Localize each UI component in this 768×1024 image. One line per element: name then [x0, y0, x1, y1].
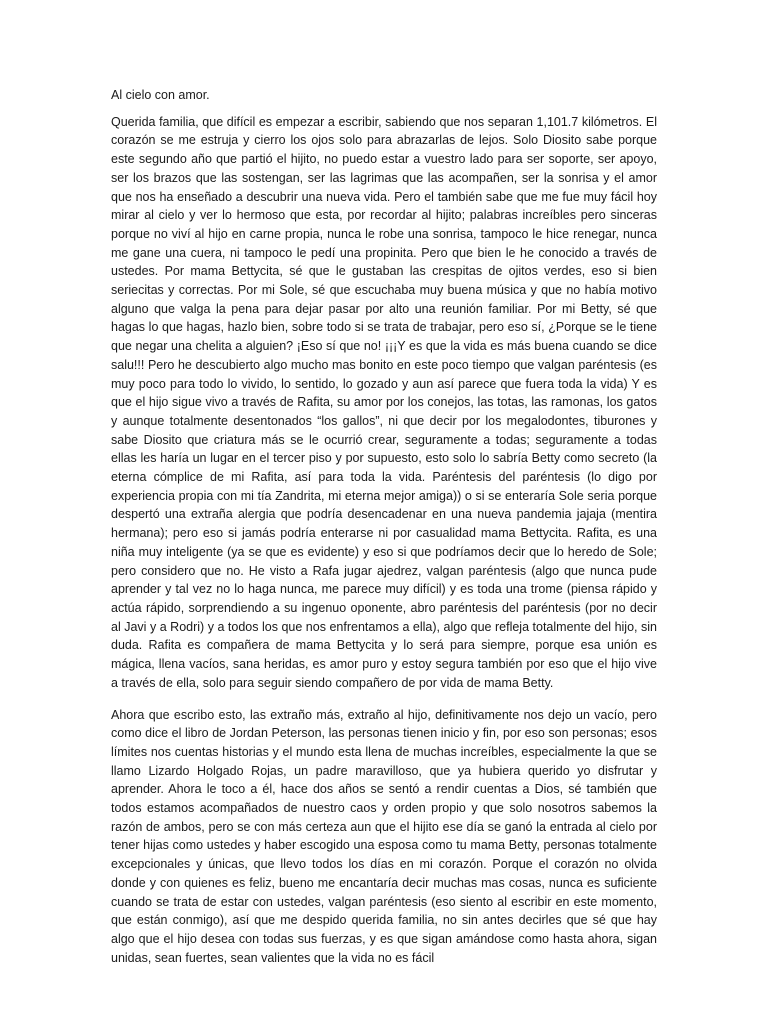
letter-paragraph-1: Querida familia, que difícil es empezar a escribir, sabiendo que nos separan 1,101.7 kilómetros. El corazón se me estruja y cierro los ojos solo para abrazarlas de lejos. Solo Diosito sabe porque este segundo año que partió el hijito, no puedo estar a vuestro lado para ser soporte, ser apoyo, ser los brazos que las sostengan, ser las lagrimas que las acompañen, ser la sonrisa y el amor que nos ha enseñado a descubrir una nueva vida. Pero el también sabe que me fue muy fácil hoy mirar al cielo y ver lo hermoso que esta, por recordar al hijito; palabras increíbles pero sinceras porque no viví al hijo en carne propia, nunca le robe una sonrisa, tampoco le hice renegar, nunca me gane una cuera, ni tampoco le pedí una propinita. Pero que bien le he conocido a través de ustedes. Por mama Bettycita, sé que le gustaban las crespitas de ojitos verdes, eso si bien seriecitas y correctas. Por mi Sole, sé que escuchaba muy buena música y que no había motivo alguno que valga la pena para dejar pasar por alto una reunión familiar. Por mi Betty, sé que hagas lo que hagas, hazlo bien, sobre todo si se trata de trabajar, pero eso sí, ¿Porque se le tiene que negar una chelita a alguien? ¡Eso sí que no! ¡¡¡Y es que la vida es más buena cuando se dice salu!!! Pero he descubierto algo mucho mas bonito en este poco tiempo que valgan paréntesis (es muy poco para todo lo vivido, lo sentido, lo gozado y aun así parece que fuera toda la vida) Y es que el hijo sigue vivo a través de Rafita, su amor por los conejos, las totas, las ramonas, los gatos y aunque totalmente desentonados “los gallos”, ni que decir por los megalodontes, tiburones y sabe Diosito que criatura más se le ocurrió crear, seguramente a todas; seguramente a todas ellas les haría un lugar en el tercer piso y por supuesto, esto solo lo sabría Betty como secreto (la eterna cómplice de mi Rafita, así para toda la vida. Paréntesis del paréntesis (lo digo por experiencia propia con mi tía Zandrita, mi eterna mejor amiga)) o si se enteraría Sole seria porque despertó una extraña alergia que podría desencadenar en una nueva pandemia jajaja (mentira hermana); pero eso si jamás podría enterarse ni por casualidad mama Bettycita. Rafita, es una niña muy inteligente (ya se que es evidente) y eso si que podríamos decir que lo heredo de Sole; pero considero que no. He visto a Rafa jugar ajedrez, valgan paréntesis (algo que nunca pude aprender y tal vez no lo haga nunca, me parece muy difícil) y es toda una trome (piensa rápido y actúa rápido, sorprendiendo a su ingenuo oponente, abro paréntesis del paréntesis (por no decir al Javi y a Rodri) y a todos los que nos enfrentamos a ella), algo que refleja totalmente del hijo, sin duda. Rafita es compañera de mama Bettycita y lo será para siempre, porque esa unión es mágica, llena vacíos, sana heridas, es amor puro y estoy segura también por eso que el hijo vive a través de ella, solo para seguir siendo compañero de por vida de mama Betty.: [111, 114, 657, 690]
letter-page: [111, 86, 657, 980]
letter-title: Al cielo con amor.: [111, 88, 210, 102]
letter-paragraph-2: Ahora que escribo esto, las extraño más, extraño al hijo, definitivamente nos dejo un vacío, pero como dice el libro de Jordan Peterson, las personas tienen inicio y fin, por eso son personas; esos límites nos cuentas historias y el mundo esta llena de muchas increíbles, especialmente la que se llamo Lizardo Holgado Rojas, un padre maravilloso, que ya hubiera querido yo disfrutar y aprender. Ahora le toco a él, hace dos años se sentó a rendir cuentas a Dios, sé también que todos estamos acompañados de nuestro caos y orden propio y que solo nosotros sabemos la razón de ambos, pero se con más certeza aun que el hijito ese día se ganó la entrada al cielo por tener hijas como ustedes y haber escogido una esposa como tu mama Betty, personas totalmente excepcionales y únicas, que llevo todos los días en mi corazón. Porque el corazón no olvida donde y con quienes es feliz, bueno me encantaría decir muchas mas cosas, nunca es suficiente cuando se trata de estar con ustedes, valgan paréntesis (eso siento al escribir en este momento, que están conmigo), así que me despido querida familia, no sin antes decirles que sé que hay algo que el hijo desea con todas sus fuerzas, y es que sigan amándose como hasta ahora, sigan unidas, sean fuertes, sean valientes que la vida no es fácil: [111, 707, 657, 965]
